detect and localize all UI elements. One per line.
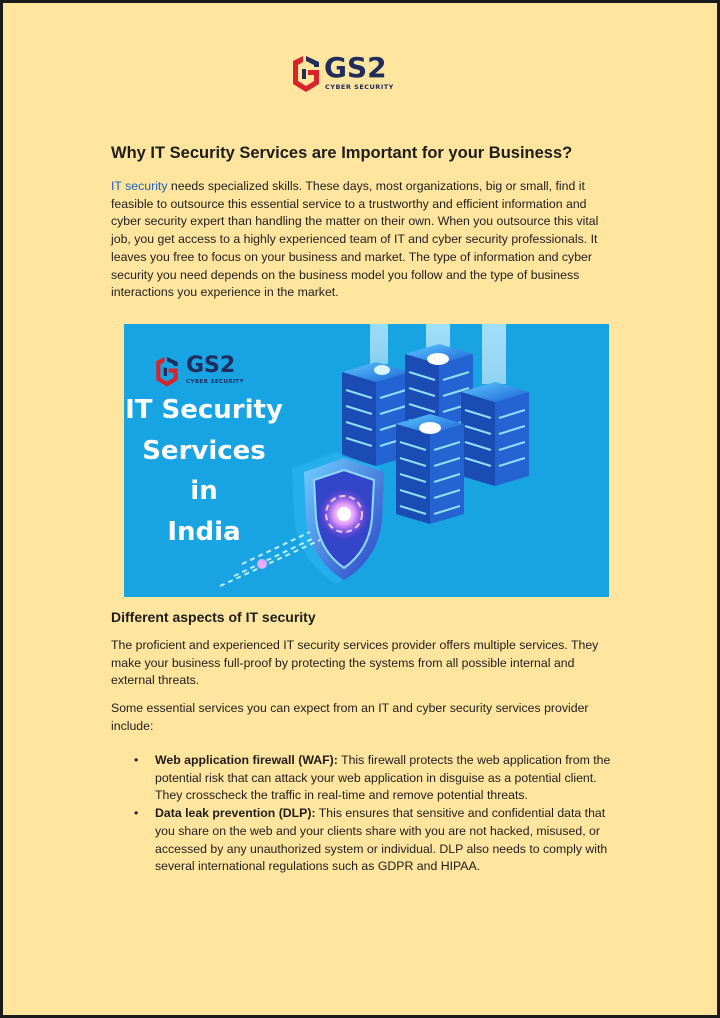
logo-name: GS2	[324, 51, 387, 84]
list-item-term: Data leak prevention (DLP):	[155, 806, 316, 821]
list-item-text: This ensures that sensitive and confidential data that you share on the web and your clients share with you are not hacked, misused, or accessed by any unauthorized system or individual. DLP also needs to comply with several international regulations such as GDPR and HIPAA.	[155, 806, 608, 874]
section-paragraph-1: The proficient and experienced IT security services provider offers multiple services. They make your business full-proof by protecting the systems from all possible internal and external threats.	[111, 638, 599, 688]
section-paragraph-2: Some essential services you can expect from an IT and cyber security services provider include:	[111, 701, 589, 733]
list-item-term: Web application firewall (WAF):	[155, 753, 338, 767]
list-item-text: This firewall protects the web application from the potential risk that can attack your web application in disguise as a potential client. They crosscheck the traffic in real-time and remove potential threats.	[155, 753, 611, 803]
article-title: Why IT Security Services are Important for your Business?	[111, 144, 573, 162]
section-title: Different aspects of IT security	[111, 609, 316, 625]
gs2-logo	[289, 53, 401, 95]
list-item	[111, 752, 616, 805]
it-security-link[interactable]: IT security	[111, 179, 168, 193]
hero-title-line: in	[190, 476, 218, 506]
hero-title-line: Services	[142, 435, 266, 466]
bullet-icon: •	[134, 806, 139, 821]
hero-title-line: IT Security	[125, 395, 283, 425]
logo-tagline: CYBER SECURITY	[325, 83, 394, 91]
intro-paragraph	[111, 178, 616, 302]
hero-title-line: India	[167, 516, 241, 547]
services-list	[111, 752, 616, 876]
hero-gs2-logo-icon	[153, 354, 181, 388]
hero-banner-image	[124, 324, 609, 597]
intro-text: needs specialized skills. These days, most organizations, big or small, find it feasible to outsource this essential service to a trustworthy and efficient information and cyber security expert than handling the matter on their own. When you outsource this vital job, you get access to a highly experienced team of IT and cyber security professionals. It leaves you free to focus on your business and market. The type of information and cyber security you need depends on the business model you follow and the type of business interactions you experience in the market.	[111, 179, 599, 300]
bullet-icon: •	[134, 753, 139, 767]
hero-logo-tagline: CYBER SECURITY	[186, 379, 244, 385]
hero-title	[124, 390, 284, 552]
hero-logo-name: GS2	[186, 353, 236, 378]
gs2-shield-logo-icon	[289, 53, 323, 93]
list-item	[111, 805, 616, 876]
